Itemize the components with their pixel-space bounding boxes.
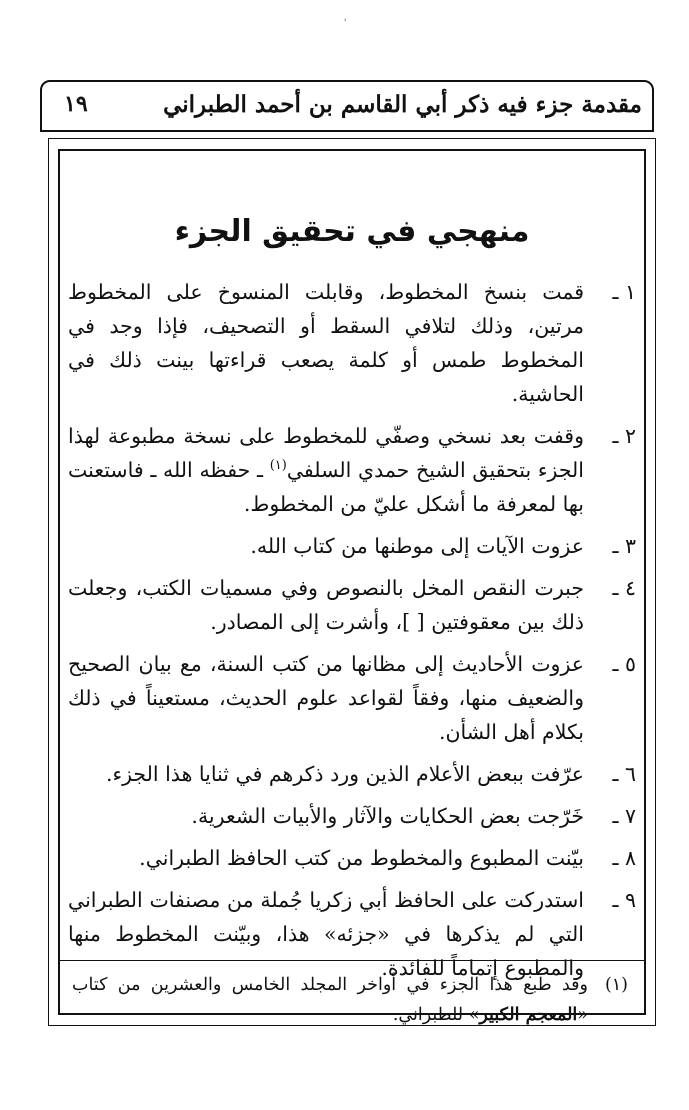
item-text: استدركت على الحافظ أبي زكريا جُملة من مصنفات الطبراني التي لم يذكرها في «جزئه» هذا، وبيّنت المخطوط منها والمطبوع إتماماً للفائدة. xyxy=(68,888,584,980)
running-title: مقدمة جزء فيه ذكر أبي القاسم بن أحمد الطبراني xyxy=(163,91,642,118)
item-text: جبرت النقص المخل بالنصوص وفي مسميات الكتب، وجعلت ذلك بين معقوفتين [ ]، وأشرت إلى المصادر. xyxy=(68,576,584,634)
running-header xyxy=(40,80,654,132)
item-number: ٥ ـ xyxy=(612,652,636,676)
item-text: بيّنت المطبوع والمخطوط من كتب الحافظ الطبراني. xyxy=(139,846,584,870)
list-item xyxy=(68,799,636,833)
item-text: عرّفت ببعض الأعلام الذين ورد ذكرهم في ثنايا هذا الجزء. xyxy=(105,762,584,786)
page-number: ١٩ xyxy=(64,91,88,117)
item-number: ٧ ـ xyxy=(612,804,636,828)
footnote xyxy=(72,970,628,1030)
list-item xyxy=(68,571,636,639)
item-text-part: وقفت بعد نسخي وصفّي للمخطوط على نسخة مطبوعة لهذا الجزء بتحقيق الشيخ حمدي السلفي xyxy=(68,424,584,482)
footnote-reference: (١) xyxy=(269,458,287,474)
list-item xyxy=(68,841,636,875)
main-content xyxy=(68,200,636,993)
item-text: قمت بنسخ المخطوط، وقابلت المنسوخ على المخطوط مرتين، وذلك لتلافي السقط أو التصحيف، فإذا وجد في المخطوط طمس أو كلمة يصعب قراءتها بينت ذلك في الحاشية. xyxy=(68,280,584,406)
item-number: ٣ ـ xyxy=(612,534,636,558)
item-text: عزوت الآيات إلى موطنها من كتاب الله. xyxy=(250,534,584,558)
list-item xyxy=(68,647,636,749)
item-text xyxy=(68,419,584,521)
footnote-text xyxy=(72,970,628,1030)
list-item xyxy=(68,419,636,521)
item-number: ٢ ـ xyxy=(612,424,636,448)
speck-mark: ʾ xyxy=(344,18,348,29)
list-item xyxy=(68,757,636,791)
footnote-text-part: » للطبراني. xyxy=(392,1005,480,1025)
item-number: ٨ ـ xyxy=(612,846,636,870)
list-item xyxy=(68,529,636,563)
list-item xyxy=(68,275,636,411)
book-title: المعجم الكبير xyxy=(479,1005,578,1025)
item-number: ١ ـ xyxy=(612,280,636,304)
item-text-part: ـ حفظه الله ـ فاستعنت بها لمعرفة ما أشكل عليّ من المخطوط. xyxy=(68,458,584,516)
footnote-text-part: وقد طبع هذا الجزء في أواخر المجلد الخامس والعشرين من كتاب « xyxy=(72,975,588,1025)
footnote-divider xyxy=(58,960,646,961)
item-number: ٦ ـ xyxy=(612,762,636,786)
item-text: عزوت الأحاديث إلى مظانها من كتب السنة، مع بيان الصحيح والضعيف منها، وفقاً لقواعد علوم الحديث، مستعيناً في ذلك بكلام أهل الشأن. xyxy=(68,652,584,744)
item-text: خَرّجت بعض الحكايات والآثار والأبيات الشعرية. xyxy=(191,804,584,828)
footnote-number: (١) xyxy=(604,975,628,995)
item-number: ٤ ـ xyxy=(612,576,636,600)
section-title: منهجي في تحقيق الجزء xyxy=(174,214,530,249)
item-number: ٩ ـ xyxy=(612,888,636,912)
